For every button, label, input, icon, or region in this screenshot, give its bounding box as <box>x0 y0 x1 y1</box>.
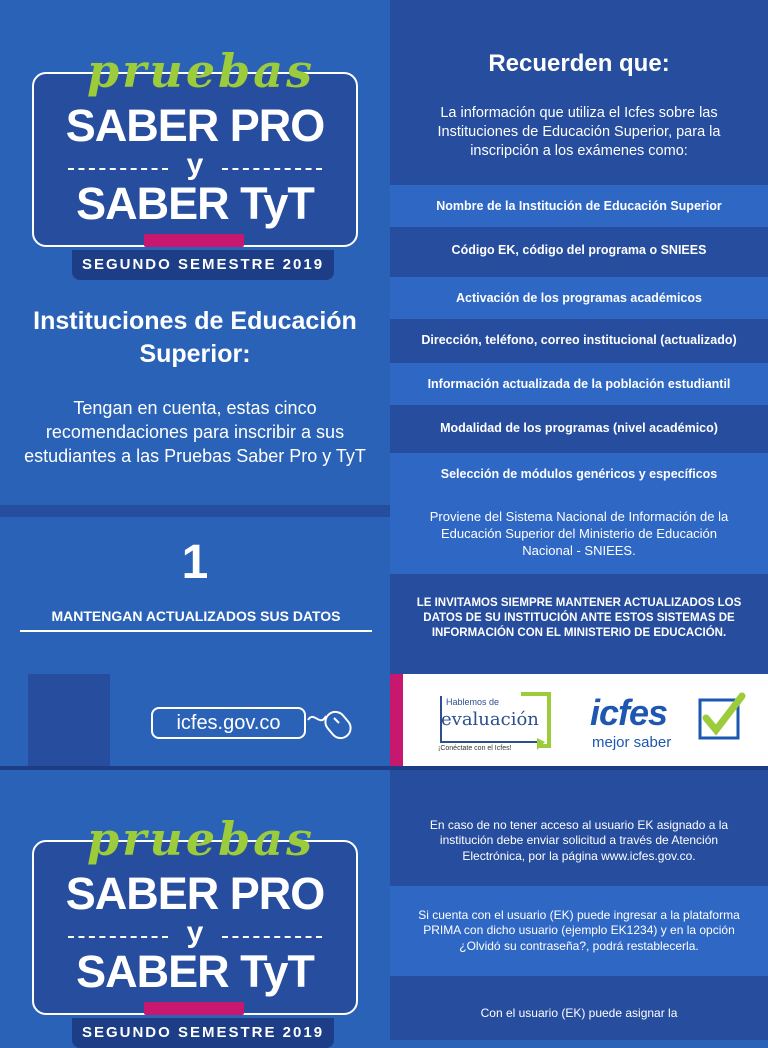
logo-accent-bar <box>144 1002 244 1015</box>
hablemos-main-text: evaluación <box>441 709 539 730</box>
logo-semester: SEGUNDO SEMESTRE 2019 <box>72 250 334 280</box>
list-item: Código EK, código del programa o SNIEES <box>390 229 768 271</box>
info-box <box>390 886 768 976</box>
list-item: Información actualizada de la población estudiantil <box>390 363 768 405</box>
logo-script-text: pruebas <box>87 812 315 866</box>
step-number: 1 <box>181 536 209 589</box>
intro-body: Tengan en cuenta, estas cinco recomendaciones para inscribir a sus estudiantes a las Pruebas Saber Pro y TyT <box>24 398 366 466</box>
info-box-text: Con el usuario (EK) puede asignar la <box>480 1006 678 1020</box>
logo-line-2: SABER TyT <box>76 946 314 997</box>
footer-accent-bar <box>390 674 403 766</box>
info-box-text: En caso de no tener acceso al usuario EK asignado a la institución debe enviar solicitud a través de Atención Electrónica, por la página www.icfes.gov.co. <box>429 817 729 863</box>
icfes-logo-text: icfes <box>590 692 668 733</box>
footer-separator <box>0 766 768 770</box>
logo-line-1: SABER PRO <box>65 868 325 919</box>
list-item: Selección de módulos genéricos y específicos <box>390 453 768 495</box>
reminder-title: Recuerden que: <box>488 50 670 77</box>
logo-dash-right <box>222 168 322 170</box>
reminder-body: La información que utiliza el Icfes sobre las Instituciones de Educación Superior, para la inscripción a los exámenes como: <box>437 105 721 159</box>
website-link[interactable]: icfes.gov.co <box>151 707 306 739</box>
info-box <box>390 980 768 1040</box>
info-box-text: Si cuenta con el usuario (EK) puede ingresar a la plataforma PRIMA con dicho usuario (ejemplo EK1234) y en la opción ¿Olvidó su contraseña?, podrá restablecerla. <box>418 907 740 953</box>
intro-title: Instituciones de Educación Superior: <box>33 307 357 368</box>
logo-accent-bar <box>144 234 244 247</box>
source-block <box>390 492 768 574</box>
saber-logo-bottom <box>32 812 358 1041</box>
icfes-tagline: mejor saber <box>592 734 672 751</box>
invite-text: LE INVITAMOS SIEMPRE MANTENER ACTUALIZADOS LOS DATOS DE SU INSTITUCIÓN ANTE ESTOS SISTEMAS DE INFORMACIÓN CON EL MINISTERIO DE EDUCACIÓN. <box>416 597 742 639</box>
info-box <box>390 800 768 882</box>
hablemos-tagline: ¡Conéctate con el Icfes! <box>438 745 512 752</box>
logo-dash-right <box>222 936 322 938</box>
mouse-icon <box>306 706 352 742</box>
step-title: MANTENGAN ACTUALIZADOS SUS DATOS <box>20 608 372 632</box>
list-item: Dirección, teléfono, correo institucional (actualizado) <box>390 319 768 361</box>
logo-connector: y <box>186 916 204 949</box>
logo-line-2: SABER TyT <box>76 178 314 229</box>
hablemos-small-text: Hablemos de <box>446 697 500 707</box>
checkmark-icon <box>694 692 746 744</box>
saber-logo-top <box>32 44 358 273</box>
list-item: Nombre de la Institución de Educación Superior <box>390 185 768 227</box>
logo-semester: SEGUNDO SEMESTRE 2019 <box>72 1018 334 1048</box>
list-item: Modalidad de los programas (nivel académico) <box>390 407 768 449</box>
list-item: Activación de los programas académicos <box>390 277 768 319</box>
logo-script-text: pruebas <box>87 44 315 98</box>
logo-line-1: SABER PRO <box>65 100 325 151</box>
logo-connector: y <box>186 148 204 181</box>
source-text: Proviene del Sistema Nacional de Información de la Educación Superior del Ministerio de Educación Nacional - SNIEES. <box>429 508 729 558</box>
footer-shade-inner <box>0 674 28 766</box>
